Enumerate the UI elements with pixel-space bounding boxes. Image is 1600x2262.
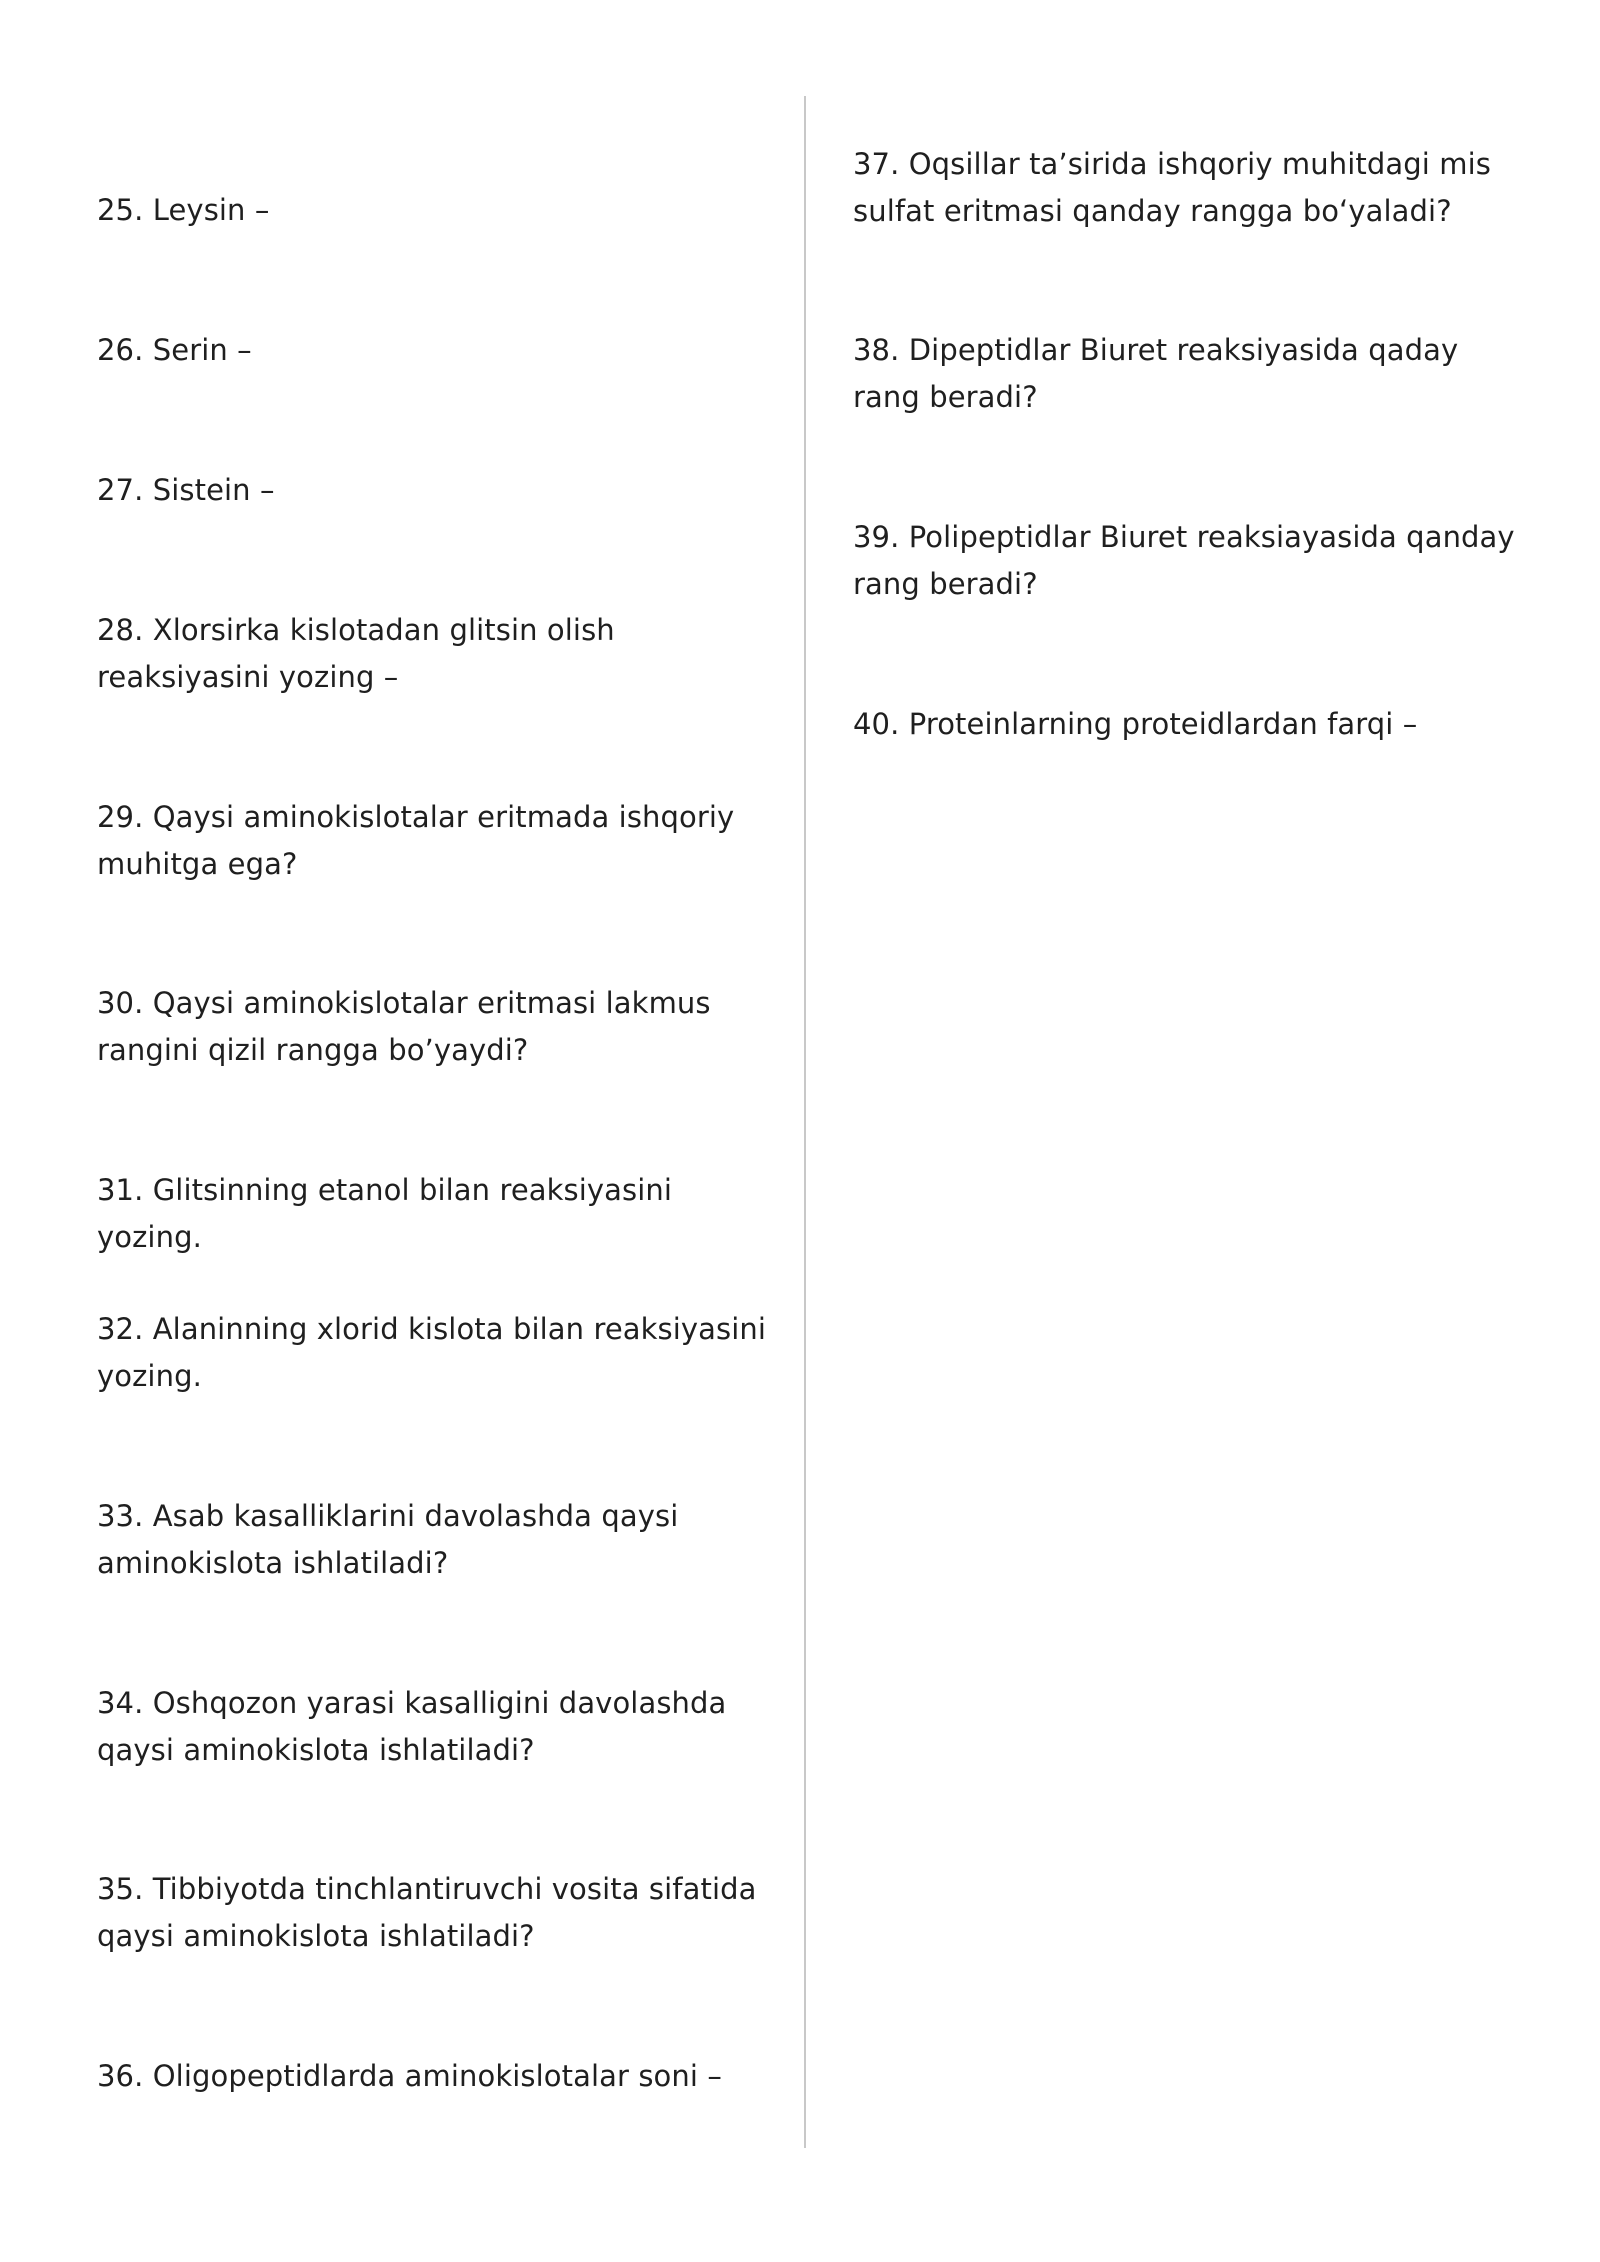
question-39: 39. Polipeptidlar Biuret reaksiayasida qanday rang beradi? bbox=[853, 520, 1515, 601]
question-36: 36. Oligopeptidlarda aminokislotalar soni – bbox=[97, 2059, 722, 2093]
question-27: 27. Sistein – bbox=[97, 473, 275, 507]
question-29: 29. Qaysi aminokislotalar eritmada ishqoriy muhitga ega? bbox=[97, 800, 735, 881]
question-34: 34. Oshqozon yarasi kasalligini davolashda qaysi aminokislota ishlatiladi? bbox=[97, 1686, 727, 1767]
column-divider bbox=[804, 96, 806, 2148]
question-32: 32. Alaninning xlorid kislota bilan reaksiyasini yozing. bbox=[97, 1312, 767, 1393]
question-30: 30. Qaysi aminokislotalar eritmasi lakmus rangini qizil rangga bo’yaydi? bbox=[97, 986, 711, 1067]
question-28: 28. Xlorsirka kislotadan glitsin olish reaksiyasini yozing – bbox=[97, 613, 615, 694]
question-40: 40. Proteinlarning proteidlardan farqi – bbox=[853, 707, 1418, 741]
question-38: 38. Dipeptidlar Biuret reaksiyasida qaday rang beradi? bbox=[853, 333, 1459, 414]
question-37: 37. Oqsillar ta’sirida ishqoriy muhitdagi mis sulfat eritmasi qanday rangga bo‘yaladi? bbox=[853, 147, 1491, 228]
question-25: 25. Leysin – bbox=[97, 193, 270, 227]
question-26: 26. Serin – bbox=[97, 333, 252, 367]
question-35: 35. Tibbiyotda tinchlantiruvchi vosita sifatida qaysi aminokislota ishlatiladi? bbox=[97, 1872, 757, 1953]
question-33: 33. Asab kasalliklarini davolashda qaysi aminokislota ishlatiladi? bbox=[97, 1499, 679, 1580]
question-31: 31. Glitsinning etanol bilan reaksiyasini yozing. bbox=[97, 1173, 673, 1254]
